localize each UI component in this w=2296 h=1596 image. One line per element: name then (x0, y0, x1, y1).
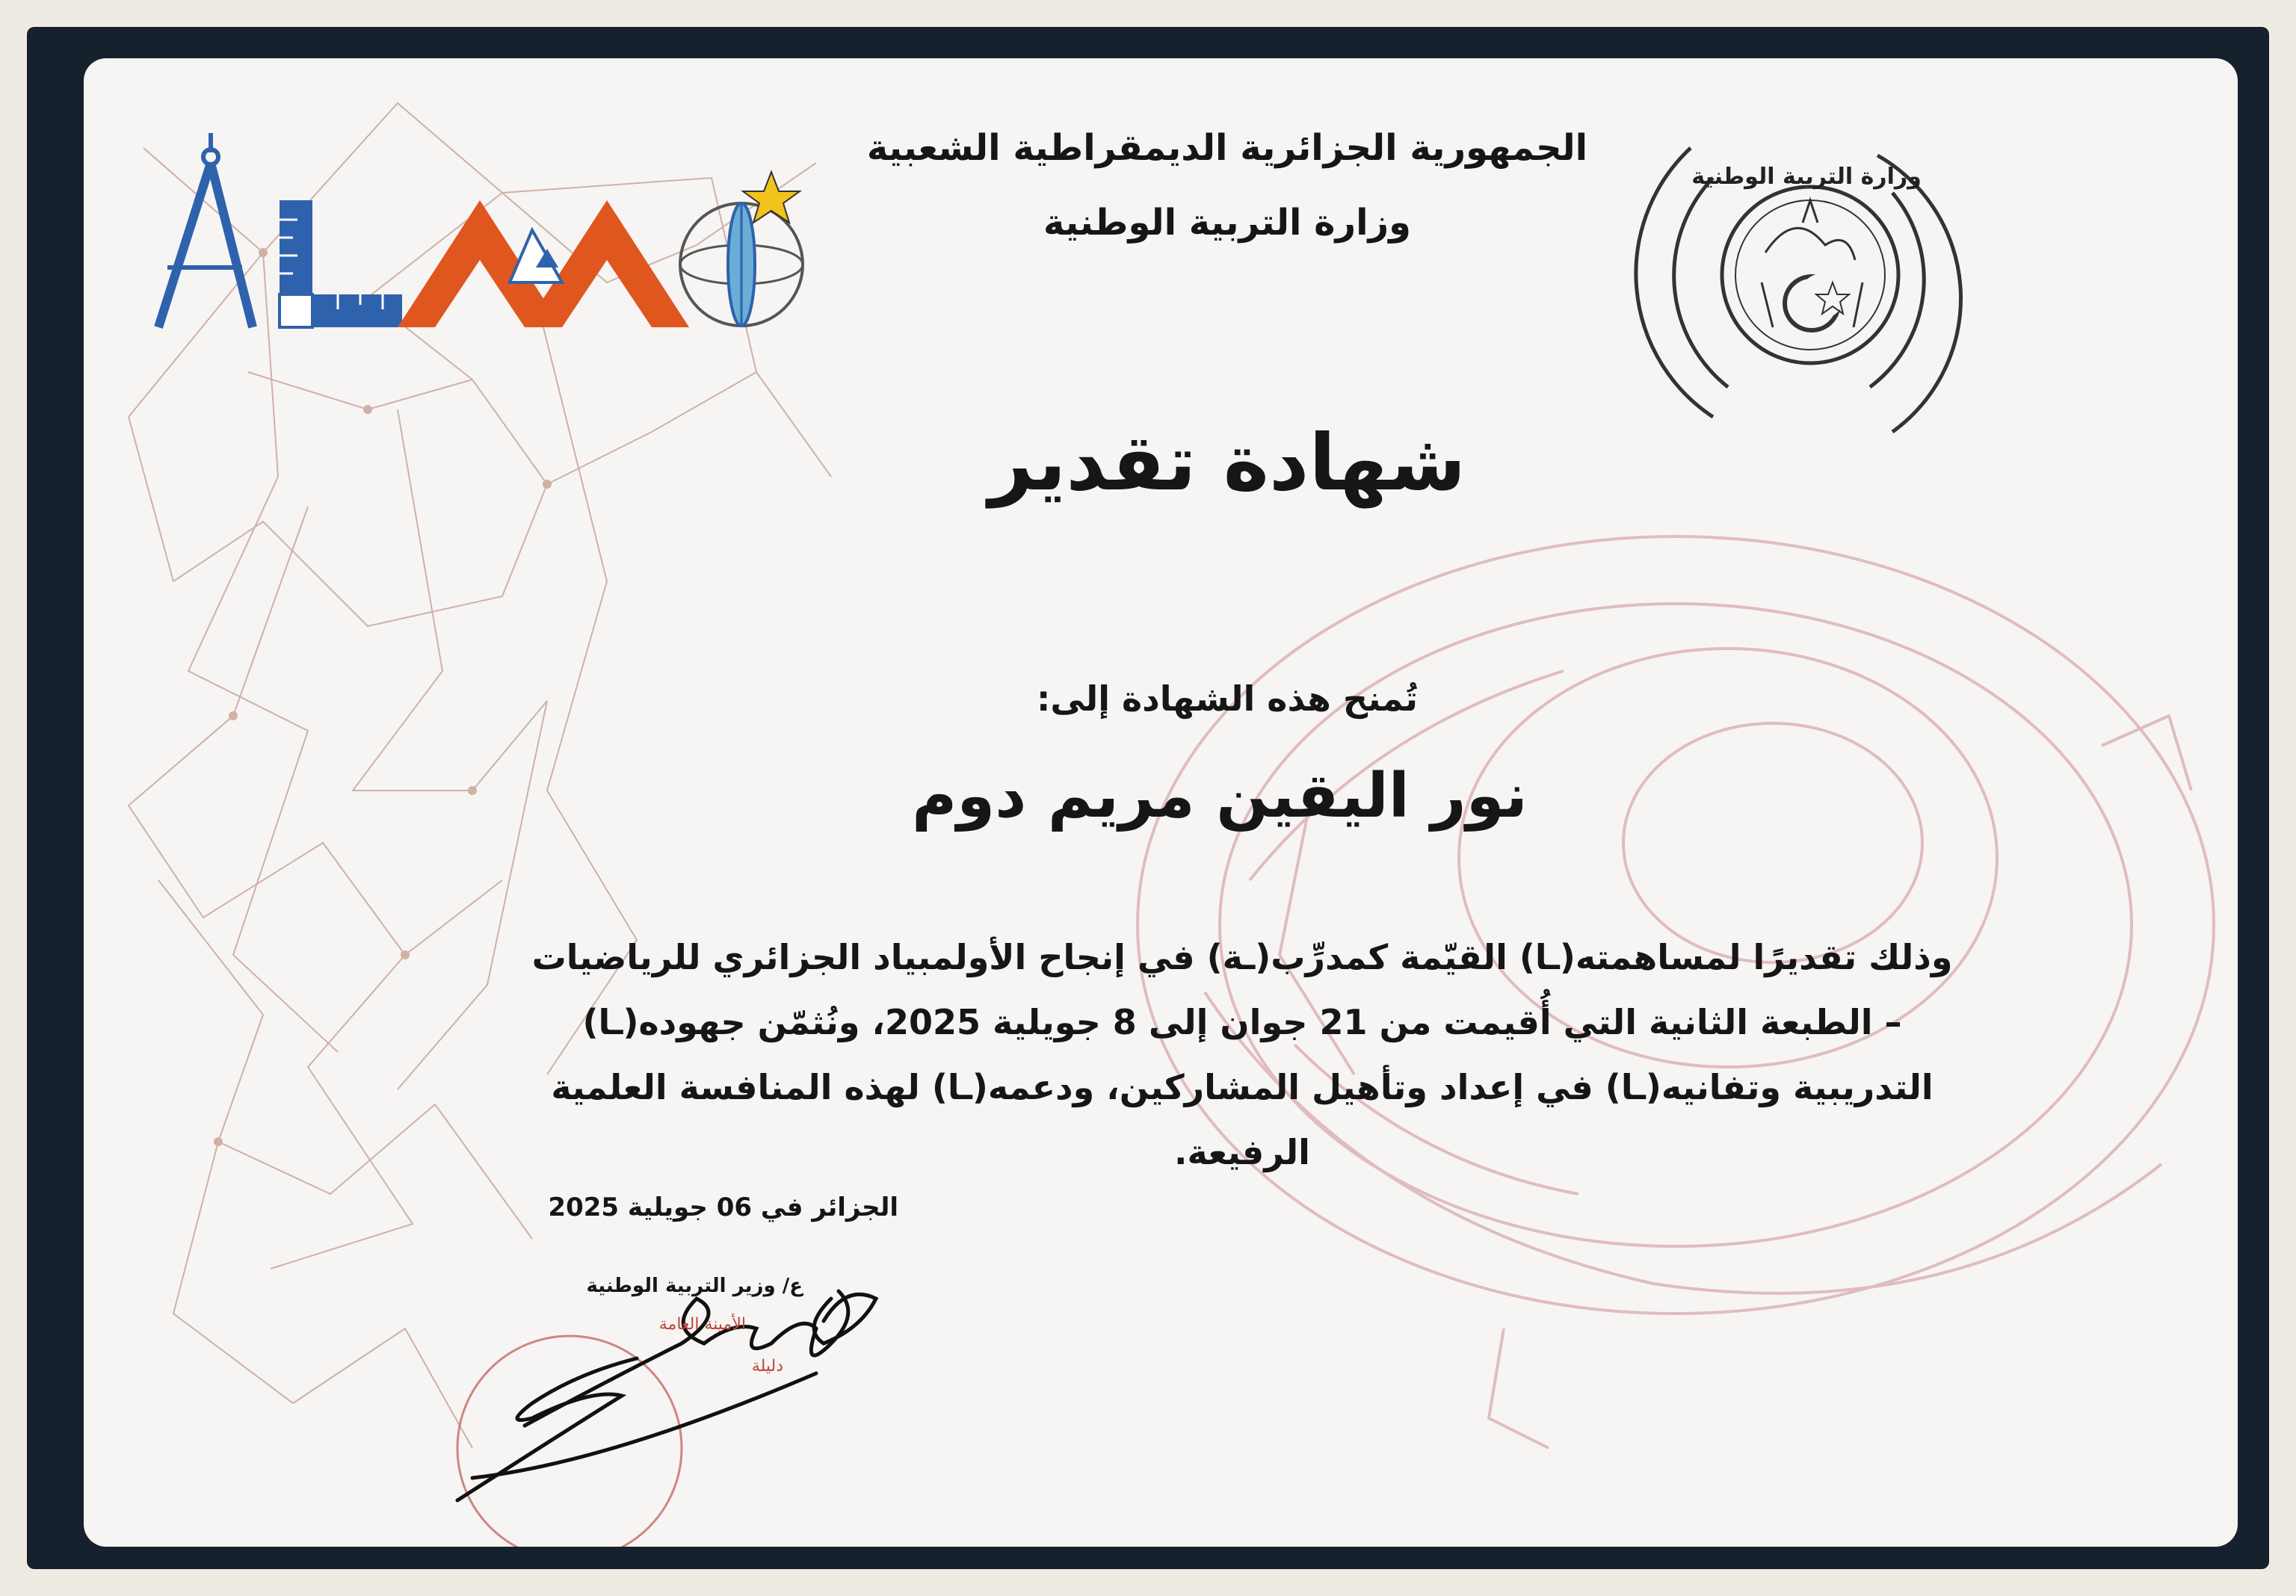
body-line: – الطبعة الثانية التي أُقيمت من 21 جوان إلى 8 جويلية 2025، ونُثمّن جهوده(ـا) (582, 1002, 1902, 1042)
ministry-heading: وزارة التربية الوطنية (1043, 202, 1412, 244)
certificate-sheet (84, 58, 2238, 1547)
stamp-text: الأمينة العامة (658, 1315, 746, 1334)
certificate-body (413, 925, 2072, 1185)
certificate-intro: تُمنح هذه الشهادة إلى: (1037, 678, 1418, 719)
ruler-square-icon (280, 200, 402, 327)
body-line: التدريبية وتفانيه(ـا) في إعداد وتأهيل المشاركين، ودعمه(ـا) لهذه المنافسة العلمية (551, 1067, 1934, 1107)
body-line: وذلك تقديرًا لمساهمته(ـا) القيّمة كمدرِّب(ـة) في إنجاح الأولمبياد الجزائري للرياضيات (531, 937, 1953, 977)
triangle-icon (398, 200, 689, 327)
seal-text: وزارة التربية الوطنية (1691, 164, 1922, 190)
certificate-title: شهادة تقدير (988, 417, 1466, 508)
recipient-name: نور اليقين مريم دوم (912, 761, 1528, 832)
republic-heading: الجمهورية الجزائرية الديمقراطية الشعبية (866, 127, 1588, 169)
signatory-title: ع/ وزير التربية الوطنية (586, 1275, 803, 1297)
stamp-name: دليلة (751, 1357, 783, 1376)
ministry-seal-icon (1636, 148, 1961, 432)
place-date: الجزائر في 06 جويلية 2025 (548, 1193, 898, 1222)
body-line: الرفيعة. (1174, 1132, 1310, 1172)
